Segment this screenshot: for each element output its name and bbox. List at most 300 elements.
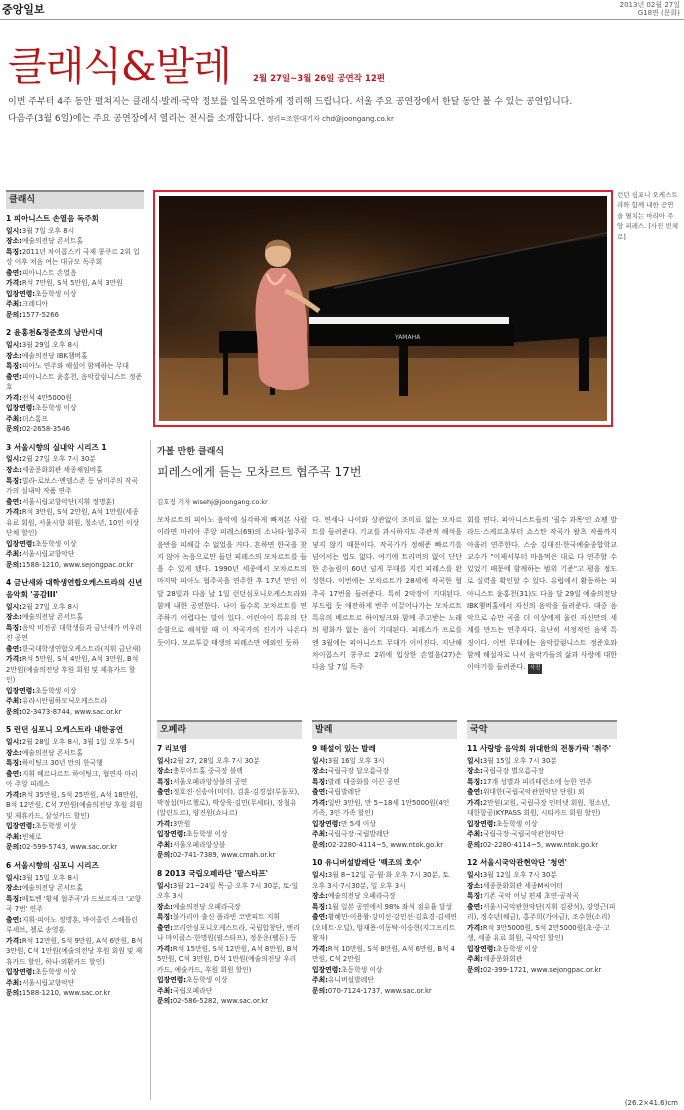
listing-detail: 일시:2월 27, 28일 오후 7시 30분 [157,756,260,765]
listing-detail: 특징:17개 성별과 피리테런소에 능한 연주 [467,777,593,786]
detail-value: 3월 7일 오후 8시 [21,226,75,235]
listing-detail: 주최:세종문화회관 [467,955,523,964]
issue-date: 2013년 02월 27일 [619,1,680,9]
listing-detail: 출연:한국대학생연합오케스트라(지휘 금난새) [6,644,141,653]
gukak-list [467,743,617,975]
detail-label: 장소 [467,767,481,776]
article-size: (26.2×41.6)cm [624,1098,678,1107]
detail-value: 02-399-1721, www.sejongpac.or.kr [482,965,602,974]
listing-detail: 장소:충무아트홀 중극장 블랙 [157,767,243,776]
page-title: 클래식&발레 [8,44,231,90]
listing-title: 3 서울시향의 실내악 시리즈 1 [6,442,107,452]
detail-label: 출연 [6,769,20,778]
listing-title: 6 서울시향의 심포니 시리즈 [6,860,99,870]
column-divider [150,440,151,1100]
detail-value: 국립극장 별오름극장 [482,767,545,776]
detail-label: 출연 [6,372,20,381]
listing-detail: 특징:불가리아 출신 플라빈 코반피트 지휘 [157,913,280,922]
detail-label: 주최 [467,830,481,839]
listing-title: 12 서울시국악관현악단 '청연' [467,858,567,868]
detail-label: 장소 [6,351,20,360]
detail-label: 주최 [6,414,20,423]
listing-detail: 입장연령:초등학생 이상 [467,944,538,953]
listing-entry [6,442,144,570]
detail-label: 문의 [6,310,20,319]
detail-label: 특징 [157,913,171,922]
intro-line-1: 이번 주부터 4주 동안 펼쳐지는 클래식·발레·국악 정보를 일목요연하게 정리해 드립니다. 서울 주요 공연장에서 한달 동안 볼 수 있는 공연입니다. [8,97,573,107]
detail-label: 가격 [6,279,20,288]
detail-label: 입장연령 [157,976,184,985]
detail-label: 출연 [6,268,20,277]
review-column-3 [467,514,617,674]
detail-value: 예술의전당 IBK챔버홀 [21,351,88,360]
listing-detail: 주최:크레디아 [6,300,49,309]
detail-label: 일시 [6,455,20,464]
detail-label: 장소 [312,892,326,901]
listing-detail: 특징:빌라-로보스·멘델스존 등 남미주의 작곡가의 실내악 작품 연주 [6,476,139,496]
detail-label: 일시 [157,881,171,890]
detail-value: 서울시국악관현악단(지휘 김광석), 강영근(피리), 정수년(해금), 홍주희(가야금), 조수현(소리) [467,902,616,922]
detail-label: 가격 [6,936,20,945]
listing-detail: 출연:지휘 베르나르트 하이팅크, 협연자 마리아 주앙 피레스 [6,769,138,789]
detail-label: 출연 [157,923,171,932]
detail-value: R석 3만5000원, S석 2만5000원(초·중·고생, 세종 유료 회원, 국악인 할인) [467,923,610,943]
detail-label: 장소 [467,881,481,890]
detail-value: 만 5세 이상 [340,819,376,828]
listing-detail: 가격:R석 10만원, S석 8만원, A석 6만원, B석 4만원, C석 2만원 [312,944,456,964]
detail-value: 초등학생 이상 [495,944,538,953]
detail-value: 발레 대중화를 이끈 공연 [327,777,400,786]
detail-label: 일시 [6,738,20,747]
detail-value: 초등학생 이상 [34,404,77,413]
detail-value: 피아노 연주와 해설이 함께하는 무대 [21,362,129,371]
detail-value: 정호진·신승아(미미), 김훈·김경섭(루돌포), 박정섭(마르첼로), 박상욱·김민(무세타), 장철유(알린도르), 양진원(쇼나르) [157,788,300,818]
listing-detail: 주최:유니버설발레단 [312,976,374,985]
detail-value: 예술의전당 콘서트홀 [21,748,84,757]
detail-value: 초등학생 이상 [34,686,77,695]
detail-value: 2월 28일 오후 8시, 3월 1일 오후 5시 [21,738,136,747]
listing-detail: 문의:1588-1210, www.sac.or.kr [6,989,111,998]
listing-detail: 가격:R석 5만원, S석 4만원, A석 3만원, B석 2만원(예술의전당 후원 회원 및 제휴카드 할인) [6,655,139,685]
detail-value: 위대한(국립국악관현악단 단원) 외 [482,788,585,797]
detail-label: 특징 [6,894,20,903]
listing-detail: 문의:02-399-1721, www.sejongpac.or.kr [467,965,602,974]
review-headline: 피레스에게 듣는 모차르트 협주곡 17번 [157,465,362,479]
detail-value: 유라시안필하모닉오케스트라 [21,697,108,706]
masthead-bar [0,0,684,20]
detail-value: 3월 8~12일 금·월·화 오후 7시 30분, 토 오후 3시·7시30분, 일 오후 3시 [312,871,449,890]
detail-label: 입장연령 [467,819,494,828]
listing-entry [467,857,617,975]
detail-label: 문의 [6,989,20,998]
section-title-ballet: 발레 [312,722,457,739]
listing-detail: 출연:지휘·피아노 정명훈, 바이올린 스베틀린 루세브, 첼로 송영훈 [6,915,138,935]
listing-title: 9 해설이 있는 발레 [312,744,376,754]
listing-detail: 장소:예술의전당 오페라극장 [312,892,396,901]
detail-label: 문의 [467,965,481,974]
detail-value: 3월 16일 오후 3시 [327,756,385,765]
detail-value: 3만원 [172,819,191,828]
listing-detail: 장소:예술의전당 콘서트홀 [6,613,84,622]
detail-label: 주최 [157,986,171,995]
detail-value: 3월 15일 오후 8시 [21,873,79,882]
listing-detail: 입장연령:초등학생 이상 [467,819,538,828]
section-title-classic: 클래식 [6,192,144,209]
detail-value: 3월 21~24일 목·금 오후 7시 30분, 토·일 오후 3시 [157,881,299,901]
opera-section [157,720,302,1014]
review-kicker: 가볼 만한 클래식 [157,447,225,457]
listing-detail: 입장연령:초등학생 이상 [6,822,77,831]
detail-label: 장소 [6,466,20,475]
listing-detail: 출연:코리안심포니오케스트라, 국립합창단, 엔리나 마이클스·한명원(팔스타프), 정운운(펠돈) 등 [157,923,300,943]
detail-value: 서울시립교향악단 [21,978,75,987]
detail-label: 출연 [157,788,171,797]
detail-value: 02-586-5282, www.sac.or.kr [172,997,269,1006]
detail-value: 예술의전당 콘서트홀 [21,613,84,622]
listing-detail: 가격:3만원 [157,819,191,828]
listing-detail: 특징:베토벤 '황제 협주곡'과 드보르자크 '교향곡 7번' 연주 [6,894,142,914]
listing-detail: 일시:3월 29일 오후 8시 [6,341,79,350]
detail-value: 지휘 베르나르트 하이팅크, 협연자 마리아 주앙 피레스 [6,769,138,789]
detail-label: 일시 [312,871,326,880]
intro-line-2: 다음주(3월 6일)에는 주요 공연장에서 열리는 전시를 소개합니다. [8,114,264,125]
listing-detail: 입장연령:초등학생 이상 [6,404,77,413]
listing-detail: 일시:2월 27일 오후 8시 [6,602,79,611]
listing-detail: 가격:R석 15만원, S석 12만원, A석 8만원, B석 5만원, C석 3만원, D석 1만원(예술의전당 우리카드, 예술카드, 후원 회원 할인) [157,944,298,974]
detail-value: R석 35만원, S석 25만원, A석 18만원, B석 12만원, C석 7만원(예술의전당 후원 회원 및 제휴카드, 삼성카드 할인) [6,790,143,820]
listing-detail: 입장연령:초등학생 이상 [6,539,77,548]
listing-detail: 장소:국립극장 달오름극장 [312,767,390,776]
detail-value: 서울오페라앙상블 [172,840,226,849]
detail-label: 입장연령 [312,965,339,974]
detail-value: 서울시립교향악단 [21,550,75,559]
detail-value: 서울시립교향악단(지휘 정명훈) [21,497,115,506]
detail-value: 02-599-5743, www.sac.or.kr [21,843,118,852]
listing-detail: 출연:위대한(국립국악관현악단 단원) 외 [467,788,585,797]
listing-title: 2 윤홍천&정준호의 낭만시대 [6,328,103,338]
detail-label: 문의 [312,986,326,995]
detail-label: 장소 [6,237,20,246]
listing-detail: 문의:02-741-7389, www.cmah.or.kr [157,851,276,860]
listing-entry [6,213,144,320]
listing-detail: 입장연령:만 5세 이상 [312,819,376,828]
listing-detail: 문의:02-2280-4114~5, www.ntok.go.kr [467,840,599,849]
listing-detail: 가격:2만원(교원, 국립극장 인터넷 회원, 청소년, 대한항공(KYPASS 회원, 시티카드 회원 할인) [467,798,611,818]
listing-detail: 출연:황혜민·이용왕·강미선·강민선·김효경·김세연(오데트·오딜), 엄재용·이동탁·이승현(지그프리트 왕자) [312,913,457,943]
listing-entry [157,868,302,1007]
opera-list [157,743,302,1007]
classic-list [6,213,144,999]
detail-value: R석 7만원, S석 5만원, A석 3만원 [21,279,123,288]
detail-value: 빈체로 [21,832,42,841]
review-byline: 김호정 기자 wisehj@joongang.co.kr [157,498,268,506]
listing-detail: 가격:R석 3만원, S석 2만원, A석 1만원(세종유료 회원, 서울시향 회원, 청소년, 10인 이상 단체 할인) [6,508,140,538]
detail-label: 입장연령 [6,289,33,298]
listing-detail: 주최:국립극장·국립국악관현악단 [467,830,564,839]
detail-value: 예술의전당 오페라극장 [327,892,396,901]
detail-label: 일시 [6,341,20,350]
detail-value: 02-2280-4114~5, www.ntok.go.kr [327,840,444,849]
listing-detail: 장소:국립극장 별오름극장 [467,767,545,776]
listing-detail: 장소:예술의전당 콘서트홀 [6,884,84,893]
classic-column [6,190,144,1100]
detail-value: 1588-1210, www.sac.or.kr [21,989,111,998]
listing-entry [467,743,617,850]
listing-entry [6,327,144,434]
listing-detail: 출연:정호진·신승아(미미), 김훈·김경섭(루돌포), 박정섭(마르첼로), 박상욱·김민(무세타), 장철유(알린도르), 양진원(쇼나르) [157,788,300,818]
detail-value: 전석 4만5000원 [21,393,72,402]
detail-label: 문의 [157,997,171,1006]
photo-caption: 런던 심포니 오케스트라와 함께 내한 공연을 펼치는 마리아 주앙 피레스. [사진 빈체로] [617,191,679,241]
listing-detail: 문의:02-3473-8744, www.sac.or.kr [6,707,122,716]
detail-value: 국립오페라단 [172,986,213,995]
detail-label: 출연 [6,644,20,653]
detail-value: 예술의전당 오페라극장 [172,902,241,911]
detail-label: 출연 [312,913,326,922]
detail-label: 특징 [467,777,481,786]
listing-entry [312,857,457,996]
detail-value: 02-2658-3546 [21,425,71,434]
detail-value: 국립극장 달오름극장 [327,767,390,776]
detail-value: 음악 비전공 대학생들과 금난새가 어우러진 공연 [6,623,143,643]
listing-detail: 출연:서울시립교향악단(지휘 정명훈) [6,497,115,506]
detail-label: 문의 [6,425,20,434]
listing-detail: 장소:세종문화회관 세종체임버홀 [6,466,103,475]
detail-label: 문의 [157,851,171,860]
detail-label: 장소 [157,767,171,776]
detail-label: 장소 [6,748,20,757]
detail-label: 출연 [467,788,481,797]
detail-value: R석 3만원, S석 2만원, A석 1만원(세종유료 회원, 서울시향 회원, 청소년, 10인 이상 단체 할인) [6,508,140,538]
detail-label: 가격 [467,923,481,932]
detail-value: 2월 27일 오후 7시 30분 [21,455,96,464]
detail-value: 황혜민·이용왕·강미선·강민선·김효경·김세연(오데트·오딜), 엄재용·이동탁·이승현(지그프리트 왕자) [312,913,457,943]
piano-brand-label: YAMAHA [395,334,421,341]
listing-title: 1 피아니스트 손열음 독주회 [6,214,99,224]
detail-value: 초등학생 이상 [34,539,77,548]
listing-detail: 일시:3월 21~24일 목·금 오후 7시 30분, 토·일 오후 3시 [157,881,299,901]
listing-detail: 입장연령:초등학생 이상 [312,965,383,974]
detail-value: 예술의전당 콘서트홀 [21,237,84,246]
listing-entry [157,743,302,861]
detail-label: 가격 [6,790,20,799]
detail-value: 국립극장·국립국악관현악단 [482,830,564,839]
performance-photo-frame [153,190,613,427]
detail-label: 입장연령 [467,944,494,953]
detail-value: 기존 국악 어닝 편제 초연·공작곡 [482,892,580,901]
detail-value: R석 12만원, S석 9만원, A석 6만원, B석 3만원, C석 1만원(예술의전당 후원 회원 및 제휴카드 할인, 하나·외환카드 할인) [6,936,143,966]
page-number: G18면 (문화) [637,9,680,18]
detail-value: 한국대학생연합오케스트라(지휘 금난새) [21,644,141,653]
listing-detail: 장소:세종문화회관 세종M씨어터 [467,881,564,890]
listing-detail: 출연:피아니스트 윤홍천, 음악칼럼니스트 정준호 [6,372,143,392]
detail-label: 일시 [6,873,20,882]
ballet-section [312,720,457,1003]
listing-detail: 특징:1월 일본 공연에서 98% 좌석 점유율 달성 [312,902,453,911]
detail-label: 문의 [467,840,481,849]
listing-detail: 가격:R석 7만원, S석 5만원, A석 3만원 [6,279,123,288]
detail-value: R석 15만원, S석 12만원, A석 8만원, B석 5만원, C석 3만원, D석 1만원(예술의전당 우리카드, 예술카드, 후원 회원 할인) [157,944,298,974]
detail-value: 2만원(교원, 국립극장 인터넷 회원, 청소년, 대한항공(KYPASS 회원, 시티카드 회원 할인) [467,798,611,818]
listing-detail: 장소:예술의전당 콘서트홀 [6,237,84,246]
ballet-list [312,743,457,996]
detail-label: 일시 [6,226,20,235]
detail-label: 문의 [312,840,326,849]
listing-detail: 가격:R석 35만원, S석 25만원, A석 18만원, B석 12만원, C석 7만원(예술의전당 후원 회원 및 제휴카드, 삼성카드 할인) [6,790,143,820]
detail-label: 가격 [312,944,326,953]
detail-label: 주최 [6,978,20,987]
detail-label: 주최 [6,300,20,309]
detail-label: 장소 [6,884,20,893]
detail-label: 입장연령 [6,686,33,695]
listing-detail: 가격:일반 3만원, 만 5~18세 1만5000원(4인 가족, 3인 가족 할인) [312,798,450,818]
listing-detail: 주최:유라시안필하모닉오케스트라 [6,697,108,706]
detail-label: 특징 [312,902,326,911]
detail-label: 특징 [6,247,20,256]
listing-detail: 입장연령:초등학생 이상 [6,968,77,977]
detail-value: 초등학생 이상 [185,976,228,985]
detail-label: 가격 [312,798,326,807]
detail-label: 주최 [6,550,20,559]
detail-label: 특징 [6,362,20,371]
page-subtitle: 2월 27일~3월 26일 공연작 12편 [253,74,385,84]
listing-entry [6,724,144,852]
listing-detail: 입장연령:초등학생 이상 [157,830,228,839]
detail-label: 출연 [6,497,20,506]
detail-label: 특징 [6,623,20,632]
detail-value: 2월 27, 28일 오후 7시 30분 [172,756,260,765]
listing-detail: 문의:02-2658-3546 [6,425,71,434]
detail-value: 3월 29일 오후 8시 [21,341,79,350]
detail-label: 일시 [467,871,481,880]
listing-detail: 출연:서울시국악관현악단(지휘 김광석), 강영근(피리), 정수년(해금), 홍주희(가야금), 조수현(소리) [467,902,616,922]
listing-detail: 주최:국립오페라단 [157,986,213,995]
review-column-3-text: 회를 연다. 피아니스트들의 '필수 과목'인 쇼팽 발라드·스케르초부터 쇼스탄 작곡가 왈츠 작품까지 아울러 연주한다. 스승 김대진·한국예술종합학교 교수가 "이제서부터 마음먹은 대로 다 연주할 수 있었기 때문에 함께하는 범위 기준"고 평을 정도로 실력을 확인할 수 있다. 유럽에서 활동하는 피아니스트 윤홍천(31)도 다음 달 29일 예술의전당 IBK챔버홀에서 자신의 음악을 들려준다. 대중 음악으로 슈만 곡을 더 이상에게 울린 자신만의 세계를 만드는 연주자다. 유난히 서정적인 음색 특징이다. 이번 무대에는 음악칼럼니스트 정준호와 함께 해설자로 나서 음악가들의 삶과 사랑에 대한 이야기를 들려준다. [467,516,617,671]
listing-detail: 주최:빈체로 [6,832,42,841]
listing-detail: 입장연령:초등학생 이상 [6,686,77,695]
detail-value: 세종문화회관 [482,955,523,964]
listing-detail: 입장연령:초등학생 이상 [157,976,228,985]
gukak-section [467,720,617,982]
detail-label: 주최 [157,840,171,849]
detail-value: 초등학생 이상 [185,830,228,839]
listing-title: 11 사랑방 음악회 위대한의 전통가락 '취주' [467,744,612,754]
detail-value: 초등학생 이상 [340,965,383,974]
detail-label: 장소 [6,613,20,622]
detail-value: 서울오페라앙상블의 공연 [172,777,248,786]
listing-detail: 특징:발레 대중화를 이끈 공연 [312,777,400,786]
listing-detail: 일시:2월 27일 오후 7시 30분 [6,455,96,464]
detail-label: 문의 [6,843,20,852]
detail-label: 가격 [467,798,481,807]
listing-detail: 가격:R석 12만원, S석 9만원, A석 6만원, B석 3만원, C석 1만원(예술의전당 후원 회원 및 제휴카드 할인, 하나·외환카드 할인) [6,936,143,966]
detail-label: 입장연령 [6,822,33,831]
detail-value: 02-741-7389, www.cmah.or.kr [172,851,276,860]
detail-label: 가격 [157,944,171,953]
detail-value: R석 5만원, S석 4만원, A석 3만원, B석 2만원(예술의전당 후원 회원 및 제휴카드 할인) [6,655,139,685]
listing-detail: 문의:070-7124-1737, www.sac.or.kr [312,986,432,995]
listing-detail: 특징:2011년 차이콥스키 국제 콩쿠르 2위 입상 이후 처음 여는 대규모 독주회 [6,247,140,267]
listing-detail: 주최:서울오페라앙상블 [157,840,226,849]
detail-value: 더스톰프 [21,414,49,423]
listing-detail: 문의:02-586-5282, www.sac.or.kr [157,997,269,1006]
detail-label: 일시 [312,756,326,765]
detail-value: 예술의전당 콘서트홀 [21,884,84,893]
detail-label: 입장연령 [6,968,33,977]
detail-value: 빌라-로보스·멘델스존 등 남미주의 작곡가의 실내악 작품 연주 [6,476,139,496]
detail-value: 초등학생 이상 [34,968,77,977]
detail-label: 입장연령 [312,819,339,828]
detail-label: 주최 [6,832,20,841]
detail-value: 1월 일본 공연에서 98% 좌석 점유율 달성 [327,902,453,911]
listing-detail: 일시:3월 7일 오후 8시 [6,226,75,235]
detail-value: 유니버설발레단 [327,976,374,985]
detail-label: 가격 [6,508,20,517]
detail-label: 가격 [6,393,20,402]
listing-detail: 주최:서울시립교향악단 [6,550,75,559]
listing-entry [6,860,144,999]
detail-value: 2월 27일 오후 8시 [21,602,79,611]
pianist-illustration [159,196,607,421]
detail-value: 국립극장·국립발레단 [327,830,390,839]
listing-detail: 문의:02-599-5743, www.sac.or.kr [6,843,118,852]
review-column-2: 다. 연세나 나이와 상관없이 조미료 없는 모차르트를 들려준다. 기교를 과시하지도 주관적 해석을 넣지 않기 때문이다. 작곡가가 정해준 빠르기를 넘어서는 법도 없다. 여기에 트리머의 없이 단단한 손놀림이 60년 넘게 무대를 지킨 피레스를 완성한다. 이번에는 모차르트가 28세에 작곡한 협주곡 17번을 들려준다. 특히 2악장이 기대된다. 부드럽 듯 애잔하게 반주 이끌어나가는 모차르트 특유의 베르트르 하이팅크와 함께 주고받는 노래의 평화가 없는 음이 기대된다. 피레스가 프로를 엔 3월에는 피아니스트 무대가 이어진다. 지난해 차이콥스키 콩쿠르 2위에 입상한 손열음(27)은 다음 달 7일 독주 [312,516,462,671]
detail-label: 입장연령 [6,539,33,548]
listing-detail: 특징:음악 비전공 대학생들과 금난새가 어우러진 공연 [6,623,143,643]
detail-value: 피아니스트 손열음 [21,268,77,277]
listing-detail: 문의:1588-1210, www.sejongpac.or.kr [6,560,134,569]
detail-value: 불가리아 출신 플라빈 코반피트 지휘 [172,913,280,922]
listing-detail: 일시:3월 15일 오후 7시 30분 [467,756,557,765]
listing-detail: 장소:예술의전당 콘서트홀 [6,748,84,757]
detail-value: 코리안심포니오케스트라, 국립합창단, 엔리나 마이클스·한명원(팔스타프), 정운운(펠돈) 등 [157,923,300,943]
detail-value: R석 10만원, S석 8만원, A석 6만원, B석 4만원, C석 2만원 [312,944,456,964]
detail-value: 베토벤 '황제 협주곡'과 드보르자크 '교향곡 7번' 연주 [6,894,142,914]
listing-detail: 출연:피아니스트 손열음 [6,268,77,277]
detail-label: 입장연령 [157,830,184,839]
detail-value: 17개 성별과 피리테런소에 능한 연주 [482,777,593,786]
listing-detail: 일시:3월 15일 오후 8시 [6,873,79,882]
detail-value: 3월 15일 오후 7시 30분 [482,756,557,765]
listing-title: 7 리보엠 [157,744,187,754]
listing-title: 8 2013 국립오페라단 '팔스타프' [157,868,268,878]
detail-label: 입장연령 [6,404,33,413]
detail-label: 특징 [467,892,481,901]
detail-label: 문의 [6,560,20,569]
listing-detail: 주최:서울시립교향악단 [6,978,75,987]
detail-label: 일시 [157,756,171,765]
listing-detail: 특징:기존 국악 어닝 편제 초연·공작곡 [467,892,580,901]
listing-entry [6,577,144,717]
detail-label: 일시 [6,602,20,611]
listing-detail: 주최:더스톰프 [6,414,49,423]
detail-label: 장소 [312,767,326,776]
dateline [620,1,680,18]
detail-label: 장소 [157,902,171,911]
detail-value: 국립발레단 [327,788,361,797]
detail-label: 주최 [312,976,326,985]
detail-value: 1577-5266 [21,310,59,319]
detail-value: 세종문화회관 세종M씨어터 [482,881,564,890]
detail-label: 특징 [157,777,171,786]
listing-detail: 문의:1577-5266 [6,310,59,319]
listing-detail: 일시:2월 28일 오후 8시, 3월 1일 오후 5시 [6,738,136,747]
detail-value: 충무아트홀 중극장 블랙 [172,767,243,776]
detail-value: 지휘·피아노 정명훈, 바이올린 스베틀린 루세브, 첼로 송영훈 [6,915,138,935]
listing-detail: 특징:피아노 연주와 해설이 함께하는 무대 [6,362,129,371]
detail-label: 문의 [6,707,20,716]
photo-badge: 사진 [528,664,543,674]
